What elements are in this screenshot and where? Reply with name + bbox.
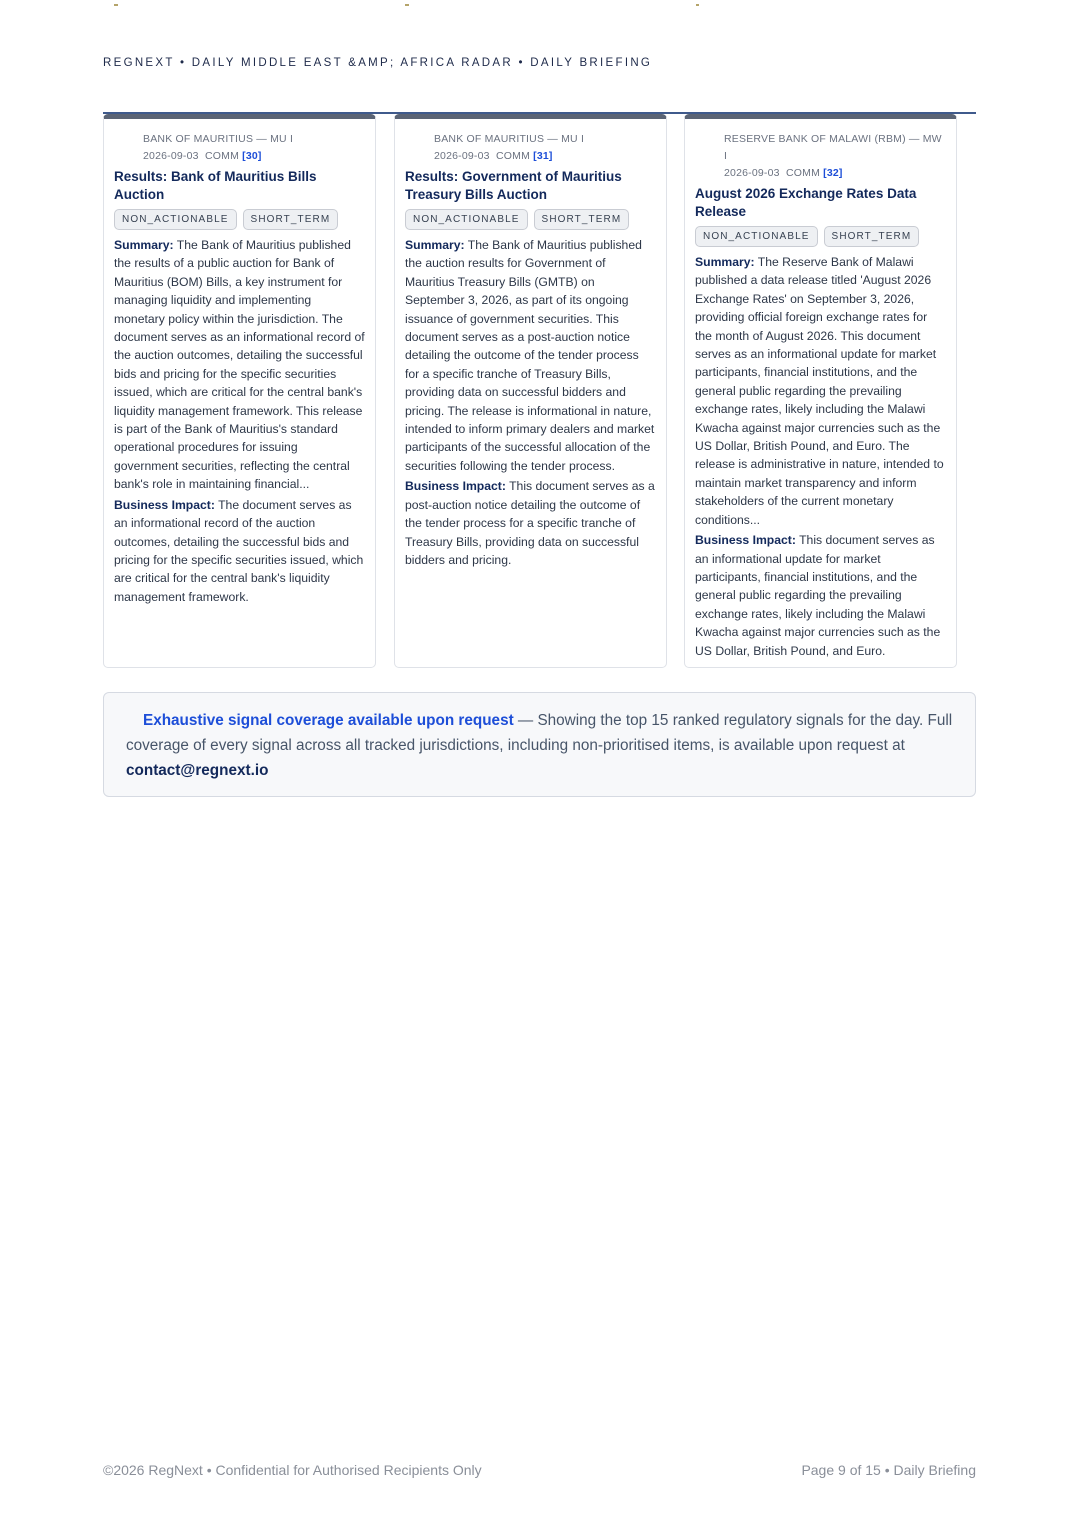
card-tags xyxy=(405,209,656,231)
impact-label: Business Impact: xyxy=(405,479,506,494)
signal-card xyxy=(103,114,376,668)
card-reference[interactable]: [30] xyxy=(242,150,262,162)
card-tags xyxy=(695,226,946,248)
footer-copyright: ©2026 RegNext • Confidential for Authorised Recipients Only xyxy=(103,1462,482,1478)
summary-label: Summary: xyxy=(405,238,465,252)
card-impact xyxy=(114,496,365,606)
contact-email-link[interactable]: contact@regnext.io xyxy=(126,762,269,779)
card-source: BANK OF MAURITIUS — MU I xyxy=(143,133,294,145)
tag-horizon: SHORT_TERM xyxy=(534,209,630,230)
coverage-notice xyxy=(103,692,976,797)
card-meta xyxy=(695,131,946,182)
card-reference[interactable]: [31] xyxy=(533,150,553,162)
card-category: COMM xyxy=(785,167,821,179)
card-date-line xyxy=(724,165,946,182)
coverage-notice-text: — Showing the top 15 ranked regulatory signals for the day. Full coverage of every signal across all tracked jurisdictions, including non-prioritised items, is available upon request at xyxy=(126,712,953,754)
top-tick-mark xyxy=(696,4,699,6)
summary-label: Summary: xyxy=(695,255,755,269)
card-tags xyxy=(114,209,365,231)
signal-card xyxy=(394,114,667,668)
impact-label: Business Impact: xyxy=(114,497,215,512)
card-title: Results: Government of Mauritius Treasury Bills Auction xyxy=(405,169,622,202)
card-reference[interactable]: [32] xyxy=(823,167,843,179)
tag-horizon: SHORT_TERM xyxy=(824,226,920,247)
impact-text: The document serves as an informational record of the auction outcomes, detailing the successful bids and pricing for the specific securities issued, which are critical for the central bank's liquidity management framework. xyxy=(114,497,364,604)
card-category: COMM xyxy=(204,150,240,162)
card-source: BANK OF MAURITIUS — MU I xyxy=(434,133,585,145)
card-meta xyxy=(114,131,365,165)
card-summary xyxy=(695,253,946,529)
card-summary xyxy=(405,236,656,475)
card-date: 2026-09-03 xyxy=(724,167,780,179)
card-date-line xyxy=(143,148,365,165)
card-category: COMM xyxy=(495,150,531,162)
top-tick-mark xyxy=(405,4,409,6)
card-summary xyxy=(114,236,365,494)
tag-actionability: NON_ACTIONABLE xyxy=(695,226,818,247)
card-date-line xyxy=(434,148,656,165)
summary-text: The Bank of Mauritius published the results of a public auction for Bank of Mauritius (BOM) Bills, a key instrument for managing liquidity and implementing monetary policy within the jurisdiction. The document serves as an informational record of the auction outcomes, detailing the successful bids and pricing for the specific securities issued, which are critical for the central bank's liquidity management framework. This release is part of the Bank of Mauritius's standard operational procedures for issuing government securities, reflecting the central bank's role in maintaining financial... xyxy=(114,238,365,492)
card-title: August 2026 Exchange Rates Data Release xyxy=(695,186,917,219)
signal-cards xyxy=(103,114,959,671)
impact-label: Business Impact: xyxy=(695,533,796,548)
summary-text: The Reserve Bank of Malawi published a data release titled 'August 2026 Exchange Rates' on September 3, 2026, providing official foreign exchange rates for the month of August 2026. This document serves as an informational update for market participants, financial institutions, and the general public regarding the prevailing exchange rates, likely including the Malawi Kwacha against major currencies such as the US Dollar, British Pound, and Euro. The release is administrative in nature, intended to maintain market transparency and inform stakeholders of the current monetary conditions... xyxy=(695,255,944,527)
running-header: REGNEXT • DAILY MIDDLE EAST &AMP; AFRICA RADAR • DAILY BRIEFING xyxy=(103,57,653,69)
tag-actionability: NON_ACTIONABLE xyxy=(114,209,237,230)
card-source: RESERVE BANK OF MALAWI (RBM) — MW I xyxy=(724,133,942,162)
card-title: Results: Bank of Mauritius Bills Auction xyxy=(114,169,317,202)
card-meta xyxy=(405,131,656,165)
card-date: 2026-09-03 xyxy=(434,150,490,162)
coverage-notice-heading: Exhaustive signal coverage available upon request xyxy=(143,712,514,729)
impact-text: This document serves as an informational update for market participants, financial institutions, and the general public regarding the prevailing exchange rates, likely including the Malawi Kwacha against major currencies such as the US Dollar, British Pound, and Euro. xyxy=(695,533,941,658)
card-impact xyxy=(695,531,946,660)
tag-actionability: NON_ACTIONABLE xyxy=(405,209,528,230)
impact-text: This document serves as a post-auction notice detailing the outcome of the tender process for a specific tranche of Treasury Bills, providing data on successful bidders and pricing. xyxy=(405,479,655,567)
tag-horizon: SHORT_TERM xyxy=(243,209,339,230)
summary-text: The Bank of Mauritius published the auction results for Government of Mauritius Treasury Bills (GMTB) on September 3, 2026, as part of its ongoing issuance of government securities. This document serves as a post-auction notice detailing the outcome of the tender process for a specific tranche of Treasury Bills, providing data on successful bidders and pricing. The release is informational in nature, intended to inform primary dealers and market participants of the successful allocation of the securities following the tender process. xyxy=(405,238,655,473)
card-date: 2026-09-03 xyxy=(143,150,199,162)
top-tick-mark xyxy=(114,4,118,6)
summary-label: Summary: xyxy=(114,238,174,252)
card-impact xyxy=(405,477,656,569)
signal-card xyxy=(684,114,957,668)
footer-page-number: Page 9 of 15 • Daily Briefing xyxy=(801,1462,976,1478)
